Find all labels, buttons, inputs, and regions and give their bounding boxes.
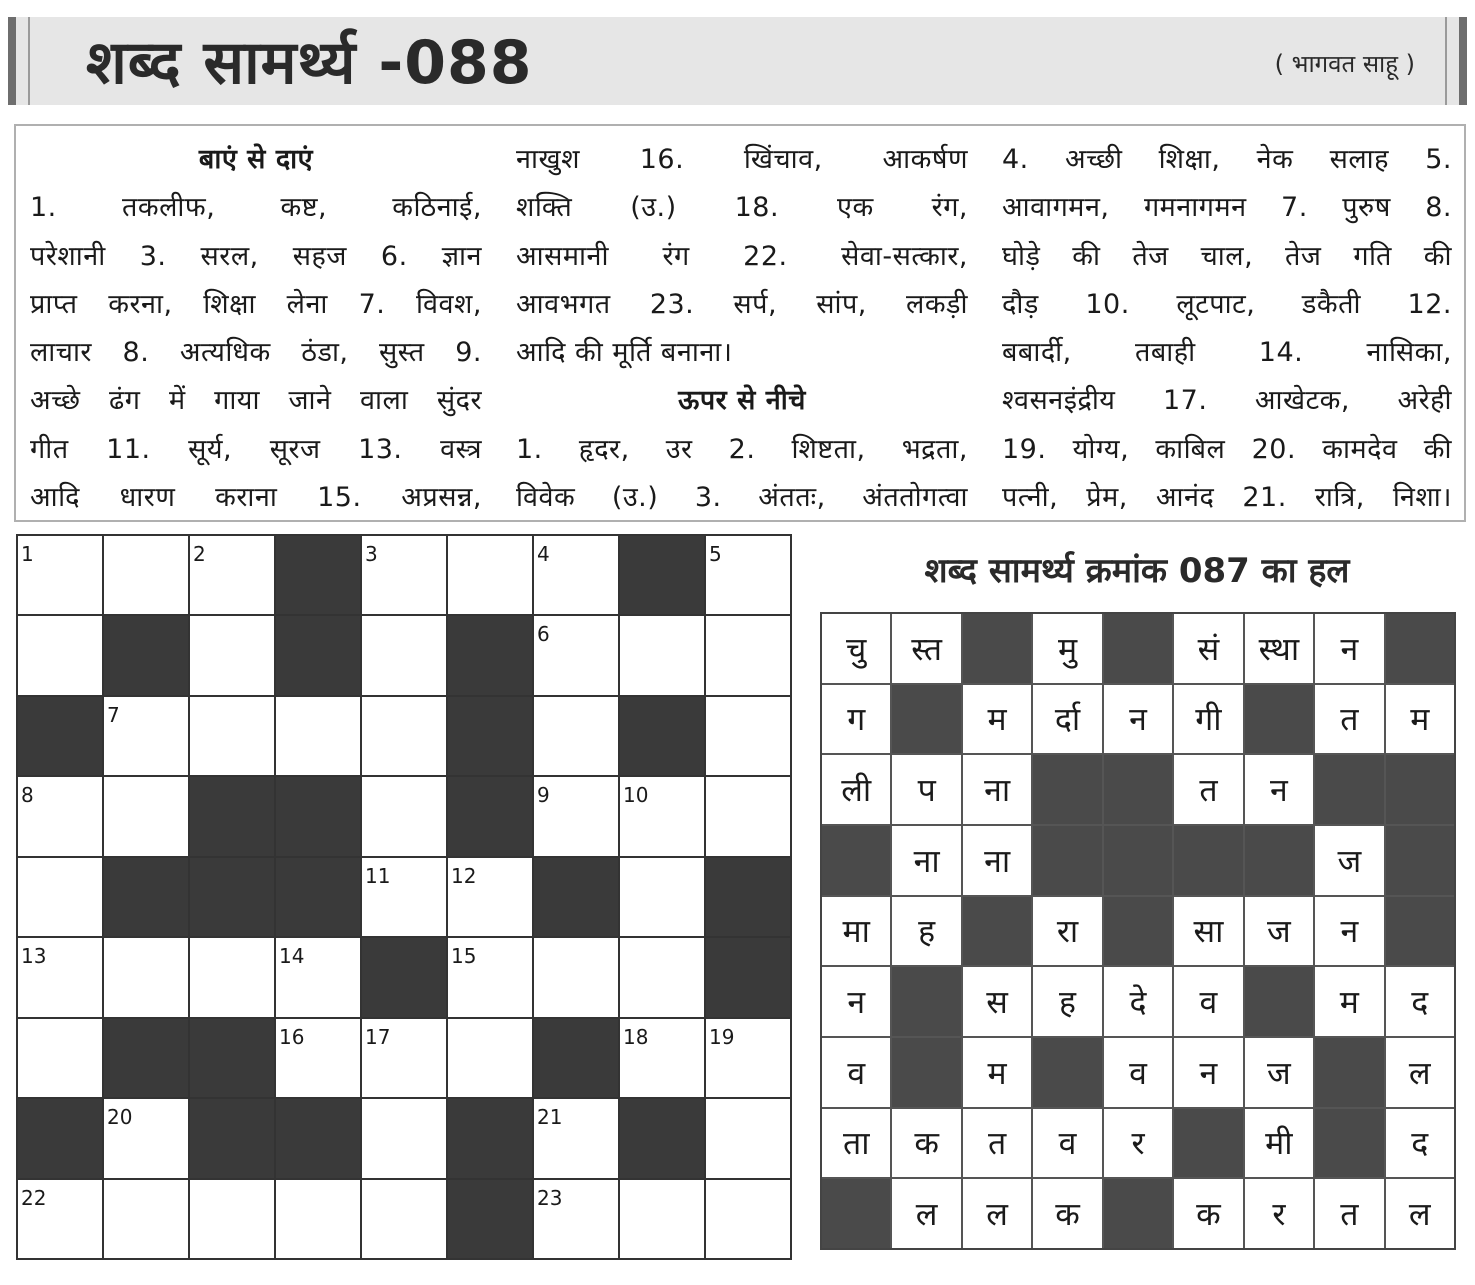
puzzle-cell[interactable] bbox=[104, 536, 188, 614]
clue-line: आदि की मूर्ति बनाना। bbox=[516, 337, 733, 369]
solution-black-cell bbox=[1245, 967, 1313, 1036]
clue-line: घोड़े की तेज चाल, तेज गति की bbox=[1002, 240, 1452, 272]
clue-line: 1. हृदर, उर 2. शिष्टता, भद्रता, bbox=[516, 433, 968, 465]
black-cell bbox=[190, 858, 274, 936]
puzzle-cell[interactable] bbox=[18, 1180, 102, 1258]
solution-cell: न bbox=[822, 967, 890, 1036]
clues-panel bbox=[14, 124, 1466, 522]
clue-number: 13 bbox=[21, 944, 47, 969]
puzzle-cell[interactable] bbox=[190, 697, 274, 775]
solution-black-cell bbox=[1386, 614, 1454, 683]
solution-black-cell bbox=[963, 897, 1031, 966]
black-cell bbox=[448, 777, 532, 855]
solution-black-cell bbox=[1033, 755, 1101, 824]
solution-cell: ग bbox=[822, 685, 890, 754]
solution-grid bbox=[820, 612, 1456, 1250]
black-cell bbox=[620, 697, 704, 775]
clue-line: दौड़ 10. लूटपाट, डकैती 12. bbox=[1002, 288, 1452, 320]
clue-number: 2 bbox=[193, 542, 206, 566]
solution-cell: म bbox=[1315, 967, 1383, 1036]
solution-black-cell bbox=[1386, 755, 1454, 824]
solution-cell: व bbox=[1174, 967, 1242, 1036]
solution-cell: ह bbox=[892, 897, 960, 966]
clue-number: 6 bbox=[537, 622, 550, 647]
solution-black-cell bbox=[1104, 755, 1172, 824]
clue-line: प्राप्त करना, शिक्षा लेना 7. विवश, bbox=[30, 288, 482, 320]
puzzle-cell[interactable] bbox=[18, 616, 102, 694]
clues-column-2 bbox=[516, 136, 968, 522]
solution-cell: न bbox=[1104, 685, 1172, 754]
black-cell bbox=[104, 858, 188, 936]
down-heading: ऊपर से नीचे bbox=[678, 385, 806, 417]
solution-black-cell bbox=[1033, 826, 1101, 895]
puzzle-cell[interactable] bbox=[534, 938, 618, 1016]
solution-cell: ह bbox=[1033, 967, 1101, 1036]
solution-cell: स bbox=[963, 967, 1031, 1036]
clue-number: 21 bbox=[537, 1105, 563, 1130]
solution-cell: ल bbox=[1386, 1038, 1454, 1107]
puzzle-cell[interactable] bbox=[362, 1099, 446, 1177]
clue-number: 5 bbox=[709, 542, 722, 566]
solution-cell: र्दा bbox=[1033, 685, 1101, 754]
clue-line: पत्नी, प्रेम, आनंद 21. रात्रि, निशा। bbox=[1002, 482, 1452, 514]
puzzle-cell[interactable] bbox=[620, 938, 704, 1016]
puzzle-cell[interactable] bbox=[18, 938, 102, 1016]
puzzle-cell[interactable] bbox=[190, 536, 274, 614]
puzzle-cell[interactable] bbox=[620, 1180, 704, 1258]
solution-black-cell bbox=[1386, 826, 1454, 895]
solution-cell: न bbox=[1315, 897, 1383, 966]
solution-black-cell bbox=[1386, 897, 1454, 966]
solution-cell: ली bbox=[822, 755, 890, 824]
solution-black-cell bbox=[1245, 685, 1313, 754]
black-cell bbox=[362, 938, 446, 1016]
black-cell bbox=[448, 616, 532, 694]
solution-cell: दे bbox=[1104, 967, 1172, 1036]
solution-cell: मा bbox=[822, 897, 890, 966]
puzzle-cell[interactable] bbox=[448, 536, 532, 614]
solution-black-cell bbox=[1315, 755, 1383, 824]
clue-line: 19. योग्य, काबिल 20. कामदेव की bbox=[1002, 433, 1452, 465]
puzzle-cell[interactable] bbox=[362, 616, 446, 694]
black-cell bbox=[620, 1099, 704, 1177]
solution-cell: र bbox=[1104, 1109, 1172, 1178]
solution-cell: ना bbox=[892, 826, 960, 895]
puzzle-cell[interactable] bbox=[706, 1180, 790, 1258]
clues-column-1 bbox=[30, 136, 482, 522]
puzzle-cell[interactable] bbox=[534, 697, 618, 775]
black-cell bbox=[448, 697, 532, 775]
puzzle-cell[interactable] bbox=[190, 938, 274, 1016]
puzzle-cell[interactable] bbox=[706, 536, 790, 614]
puzzle-cell[interactable] bbox=[276, 1019, 360, 1097]
solution-black-cell bbox=[822, 1179, 890, 1248]
clue-number: 9 bbox=[537, 783, 550, 808]
puzzle-cell[interactable] bbox=[362, 777, 446, 855]
clue-number: 23 bbox=[537, 1185, 563, 1210]
clue-line: अच्छे ढंग में गाया जाने वाला सुंदर bbox=[30, 385, 482, 417]
solution-cell: सं bbox=[1174, 614, 1242, 683]
puzzle-cell[interactable] bbox=[620, 1019, 704, 1097]
solution-black-cell bbox=[1104, 614, 1172, 683]
solution-cell: ता bbox=[822, 1109, 890, 1178]
puzzle-cell[interactable] bbox=[534, 616, 618, 694]
clue-line: आदि धारण कराना 15. अप्रसन्न, bbox=[30, 482, 482, 514]
header-banner bbox=[8, 17, 1467, 105]
puzzle-cell[interactable] bbox=[362, 1019, 446, 1097]
puzzle-cell[interactable] bbox=[362, 1180, 446, 1258]
clue-number: 17 bbox=[365, 1024, 391, 1049]
clue-line: लाचार 8. अत्यधिक ठंडा, सुस्त 9. bbox=[30, 337, 482, 369]
solution-cell: द bbox=[1386, 1109, 1454, 1178]
clue-number: 11 bbox=[365, 863, 391, 888]
puzzle-cell[interactable] bbox=[706, 777, 790, 855]
solution-title: शब्द सामर्थ्य क्रमांक 087 का हल bbox=[924, 551, 1350, 591]
clue-number: 14 bbox=[279, 944, 305, 969]
black-cell bbox=[276, 616, 360, 694]
solution-cell: न bbox=[1174, 1038, 1242, 1107]
clue-number: 8 bbox=[21, 783, 34, 808]
clue-number: 1 bbox=[21, 542, 34, 566]
solution-cell: त bbox=[1315, 685, 1383, 754]
solution-cell: त bbox=[1315, 1179, 1383, 1248]
solution-cell: गी bbox=[1174, 685, 1242, 754]
clue-number: 3 bbox=[365, 542, 378, 566]
black-cell bbox=[706, 938, 790, 1016]
solution-cell: स्त bbox=[892, 614, 960, 683]
across-heading: बाएं से दाएं bbox=[198, 144, 314, 175]
solution-cell: द bbox=[1386, 967, 1454, 1036]
puzzle-cell[interactable] bbox=[620, 616, 704, 694]
black-cell bbox=[448, 1099, 532, 1177]
clue-number: 18 bbox=[623, 1024, 649, 1049]
solution-cell: क bbox=[1174, 1179, 1242, 1248]
clue-line: विवेक (उ.) 3. अंततः, अंततोगत्वा bbox=[516, 482, 968, 514]
puzzle-cell[interactable] bbox=[534, 536, 618, 614]
clue-number: 15 bbox=[451, 944, 477, 969]
solution-cell: म bbox=[1386, 685, 1454, 754]
black-cell bbox=[276, 858, 360, 936]
solution-cell: म bbox=[963, 685, 1031, 754]
solution-cell: न bbox=[1245, 755, 1313, 824]
solution-cell: त bbox=[1174, 755, 1242, 824]
solution-cell: ज bbox=[1245, 897, 1313, 966]
header-rule-right bbox=[1445, 17, 1447, 105]
black-cell bbox=[276, 1099, 360, 1177]
solution-cell: व bbox=[1033, 1109, 1101, 1178]
solution-cell: क bbox=[892, 1109, 960, 1178]
black-cell bbox=[276, 777, 360, 855]
puzzle-cell[interactable] bbox=[104, 938, 188, 1016]
puzzle-cell[interactable] bbox=[276, 938, 360, 1016]
solution-cell: त bbox=[963, 1109, 1031, 1178]
clue-line: नाखुश 16. खिंचाव, आकर्षण bbox=[516, 144, 968, 175]
puzzle-cell[interactable] bbox=[706, 697, 790, 775]
puzzle-cell[interactable] bbox=[190, 616, 274, 694]
puzzle-cell[interactable] bbox=[276, 1180, 360, 1258]
puzzle-cell[interactable] bbox=[104, 1099, 188, 1177]
puzzle-cell[interactable] bbox=[190, 1180, 274, 1258]
clue-number: 7 bbox=[107, 702, 120, 727]
author-credit: ( भागवत साहू ) bbox=[1274, 50, 1415, 78]
clue-number: 20 bbox=[107, 1105, 133, 1130]
puzzle-cell[interactable] bbox=[448, 858, 532, 936]
header-bar-right bbox=[1459, 17, 1467, 105]
solution-black-cell bbox=[1104, 897, 1172, 966]
puzzle-cell[interactable] bbox=[448, 1019, 532, 1097]
solution-cell: ना bbox=[963, 826, 1031, 895]
puzzle-cell[interactable] bbox=[362, 536, 446, 614]
puzzle-cell[interactable] bbox=[534, 1180, 618, 1258]
solution-black-cell bbox=[1174, 826, 1242, 895]
black-cell bbox=[190, 777, 274, 855]
solution-black-cell bbox=[963, 614, 1031, 683]
solution-cell: म bbox=[963, 1038, 1031, 1107]
black-cell bbox=[18, 697, 102, 775]
solution-cell: रा bbox=[1033, 897, 1101, 966]
solution-cell: मी bbox=[1245, 1109, 1313, 1178]
puzzle-cell[interactable] bbox=[706, 1019, 790, 1097]
puzzle-cell[interactable] bbox=[534, 1099, 618, 1177]
solution-cell: सा bbox=[1174, 897, 1242, 966]
clue-line: 1. तकलीफ, कष्ट, कठिनाई, bbox=[30, 192, 482, 224]
clues-column-3 bbox=[1002, 136, 1452, 522]
clue-number: 19 bbox=[709, 1024, 735, 1049]
puzzle-cell[interactable] bbox=[534, 777, 618, 855]
puzzle-cell[interactable] bbox=[18, 1019, 102, 1097]
black-cell bbox=[534, 858, 618, 936]
solution-black-cell bbox=[1033, 1038, 1101, 1107]
black-cell bbox=[620, 536, 704, 614]
solution-black-cell bbox=[892, 685, 960, 754]
puzzle-cell[interactable] bbox=[104, 1180, 188, 1258]
solution-cell: व bbox=[1104, 1038, 1172, 1107]
clue-line: बबार्दी, तबाही 14. नासिका, bbox=[1002, 337, 1452, 369]
clue-line: परेशानी 3. सरल, सहज 6. ज्ञान bbox=[30, 240, 482, 272]
puzzle-cell[interactable] bbox=[18, 536, 102, 614]
puzzle-cell[interactable] bbox=[362, 858, 446, 936]
clue-number: 10 bbox=[623, 783, 649, 808]
solution-black-cell bbox=[822, 826, 890, 895]
solution-cell: ल bbox=[1386, 1179, 1454, 1248]
solution-cell: ल bbox=[963, 1179, 1031, 1248]
solution-black-cell bbox=[1245, 826, 1313, 895]
puzzle-cell[interactable] bbox=[362, 697, 446, 775]
solution-cell: र bbox=[1245, 1179, 1313, 1248]
puzzle-cell[interactable] bbox=[620, 858, 704, 936]
puzzle-cell[interactable] bbox=[18, 858, 102, 936]
solution-cell: मु bbox=[1033, 614, 1101, 683]
puzzle-cell[interactable] bbox=[448, 938, 532, 1016]
puzzle-cell[interactable] bbox=[104, 697, 188, 775]
solution-cell: ज bbox=[1245, 1038, 1313, 1107]
black-cell bbox=[534, 1019, 618, 1097]
puzzle-cell[interactable] bbox=[620, 777, 704, 855]
solution-cell: ल bbox=[892, 1179, 960, 1248]
solution-black-cell bbox=[1104, 1179, 1172, 1248]
black-cell bbox=[104, 616, 188, 694]
header-rule-left bbox=[28, 17, 30, 105]
clue-number: 16 bbox=[279, 1024, 305, 1049]
solution-black-cell bbox=[1104, 826, 1172, 895]
clue-line: श्वसनइंद्रीय 17. आखेटक, अरेही bbox=[1002, 385, 1452, 417]
puzzle-cell[interactable] bbox=[706, 616, 790, 694]
black-cell bbox=[190, 1019, 274, 1097]
solution-cell: प bbox=[892, 755, 960, 824]
black-cell bbox=[448, 1180, 532, 1258]
solution-black-cell bbox=[892, 967, 960, 1036]
solution-black-cell bbox=[1174, 1109, 1242, 1178]
solution-black-cell bbox=[892, 1038, 960, 1107]
black-cell bbox=[18, 1099, 102, 1177]
crossword-grid bbox=[16, 534, 792, 1260]
black-cell bbox=[190, 1099, 274, 1177]
header-bar-left bbox=[8, 17, 16, 105]
puzzle-title: शब्द सामर्थ्य -088 bbox=[86, 28, 533, 98]
black-cell bbox=[104, 1019, 188, 1097]
solution-cell: ना bbox=[963, 755, 1031, 824]
solution-cell: ज bbox=[1315, 826, 1383, 895]
clue-number: 12 bbox=[451, 863, 477, 888]
clue-line: आवागमन, गमनागमन 7. पुरुष 8. bbox=[1002, 192, 1452, 224]
black-cell bbox=[276, 536, 360, 614]
solution-black-cell bbox=[1315, 1038, 1383, 1107]
clue-line: शक्ति (उ.) 18. एक रंग, bbox=[516, 192, 968, 224]
clue-number: 22 bbox=[21, 1185, 47, 1210]
solution-cell: व bbox=[822, 1038, 890, 1107]
puzzle-cell[interactable] bbox=[276, 697, 360, 775]
clue-line: गीत 11. सूर्य, सूरज 13. वस्त्र bbox=[30, 433, 482, 465]
puzzle-cell[interactable] bbox=[104, 777, 188, 855]
solution-cell: क bbox=[1033, 1179, 1101, 1248]
black-cell bbox=[706, 858, 790, 936]
solution-cell: न bbox=[1315, 614, 1383, 683]
clue-number: 4 bbox=[537, 542, 550, 566]
solution-cell: स्था bbox=[1245, 614, 1313, 683]
clue-line: आसमानी रंग 22. सेवा-सत्कार, bbox=[516, 240, 968, 272]
solution-black-cell bbox=[1315, 1109, 1383, 1178]
solution-cell: चु bbox=[822, 614, 890, 683]
clue-line: 4. अच्छी शिक्षा, नेक सलाह 5. bbox=[1002, 144, 1452, 175]
puzzle-cell[interactable] bbox=[706, 1099, 790, 1177]
clue-line: आवभगत 23. सर्प, सांप, लकड़ी bbox=[516, 288, 968, 320]
puzzle-cell[interactable] bbox=[18, 777, 102, 855]
